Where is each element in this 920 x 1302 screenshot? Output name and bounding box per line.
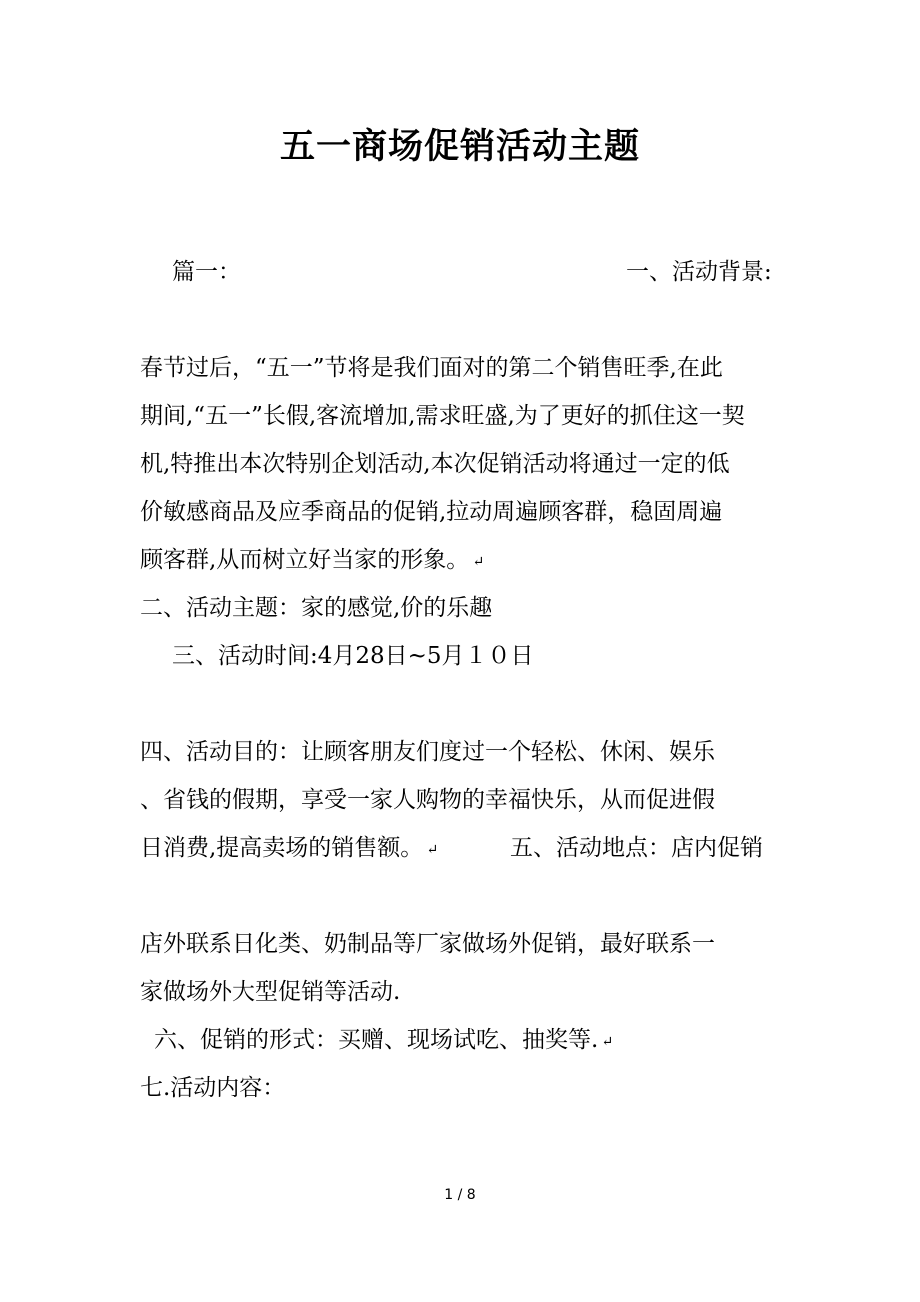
text-line: 、省钱的假期，享受一家人购物的幸福快乐，从而促进假 <box>140 787 715 813</box>
text-line-form <box>154 1024 616 1058</box>
text-line: 春节过后，“五一”节将是我们面对的第二个销售旺季,在此 <box>140 355 723 381</box>
text-line-background: 一、活动背景: <box>626 259 772 285</box>
text-line: 价敏感商品及应季商品的促销,拉动周遍顾客群，稳固周遍 <box>140 499 723 525</box>
text-line-content: 六、促销的形式：买赠、现场试吃、抽奖等. <box>154 1027 599 1053</box>
text-line-location: 五、活动地点：店内促销 <box>510 835 763 861</box>
paragraph-mark-icon: ↵ <box>472 554 485 570</box>
paragraph-mark-icon: ↵ <box>601 1034 614 1050</box>
paragraph-mark-icon: ↵ <box>426 842 439 858</box>
text-line-content-heading: 七.活动内容： <box>140 1075 286 1101</box>
page-indicator: 1 / 8 <box>444 1187 476 1203</box>
text-line: 家做场外大型促销等活动. <box>140 979 401 1005</box>
text-line-time: 三、活动时间:4月28日~5月１０日 <box>172 643 534 669</box>
text-line-section-label <box>172 256 241 288</box>
text-line-background-heading <box>626 256 772 288</box>
text-line: 期间,“五一”长假,客流增加,需求旺盛,为了更好的抓住这一契 <box>140 403 745 429</box>
text-line-theme: 二、活动主题：家的感觉,价的乐趣 <box>140 595 493 621</box>
text-line <box>140 544 487 578</box>
text-line: 店外联系日化类、奶制品等厂家做场外促销，最好联系一 <box>140 931 715 957</box>
text-line-content: 顾客群,从而树立好当家的形象。 <box>140 547 470 573</box>
text-line-purpose: 四、活动目的：让顾客朋友们度过一个轻松、休闲、娱乐 <box>140 739 715 765</box>
text-line-content: 日消费,提高卖场的销售额。 <box>140 835 424 861</box>
text-line <box>140 832 441 866</box>
document-title: 五一商场促销活动主题 <box>279 126 640 167</box>
text-line-pian-yi: 篇一： <box>172 259 241 285</box>
text-line: 机,特推出本次特别企划活动,本次促销活动将通过一定的低 <box>140 451 730 477</box>
